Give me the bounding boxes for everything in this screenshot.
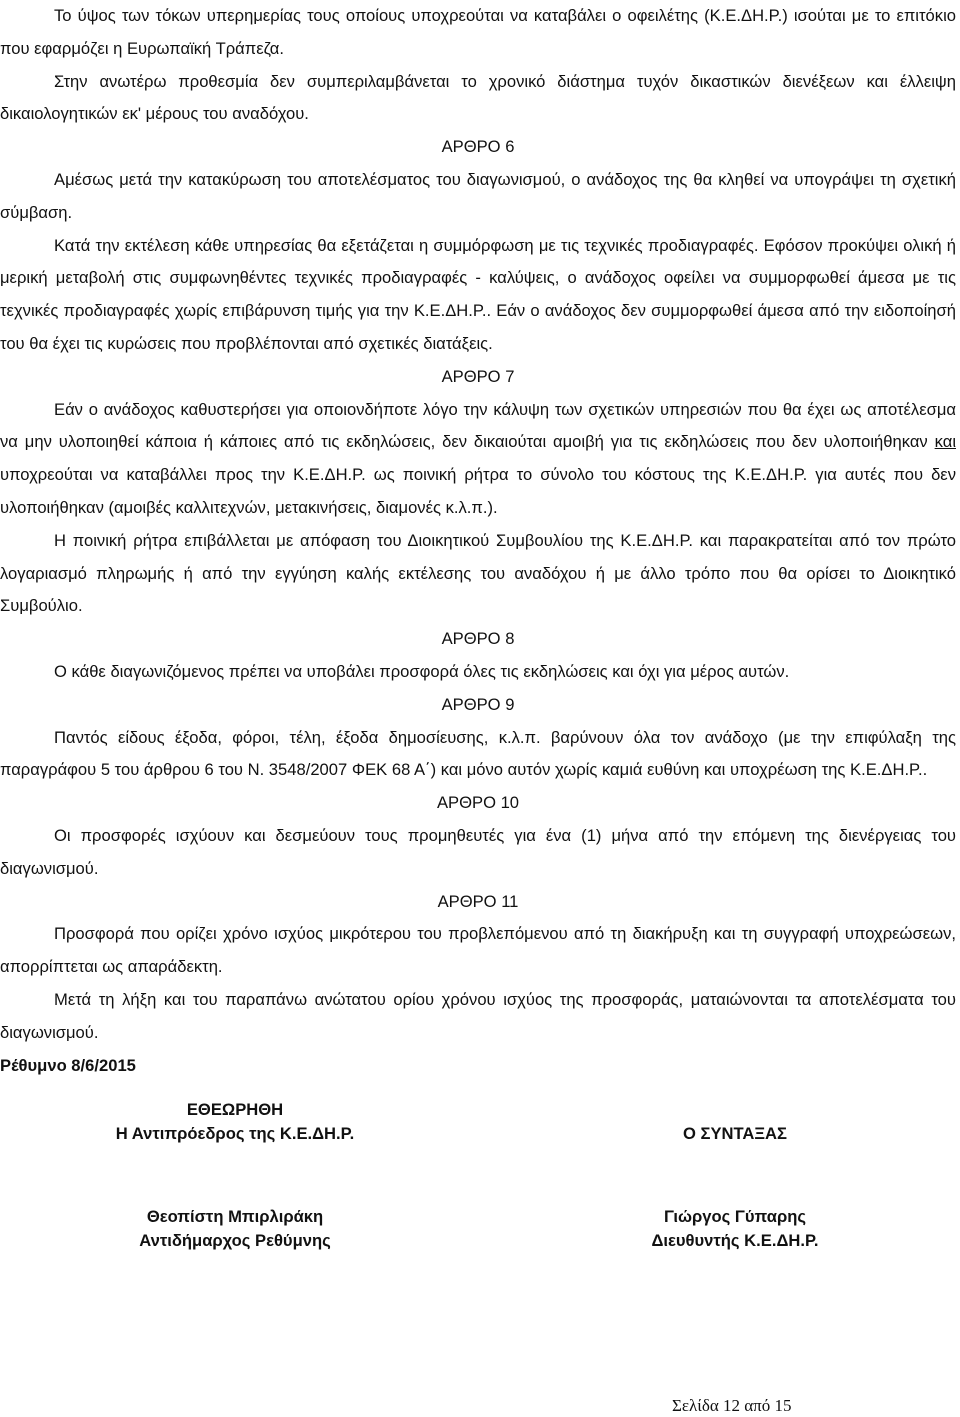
text-run: υποχρεούται να καταβάλλει προς την Κ.Ε.ΔΗ.Ρ. ως ποινική ρήτρα το σύνολο του κόστους της Κ.Ε.ΔΗ.Ρ. για αυτές που δεν υλοποιήθηκαν (αμοιβές καλλιτεχνών, μετακινήσεις, διαμονές κ.λ.π.). (0, 465, 956, 517)
paragraph: Προσφορά που ορίζει χρόνο ισχύος μικρότερου του προβλεπόμενου από τη διακήρυξη και τη συγγραφή υποχρεώσεων, απορρίπτεται ως απαράδεκτη. (0, 924, 956, 977)
article-heading-6: ΑΡΘΡΟ 6 (441, 137, 515, 157)
text-run: Εάν ο ανάδοχος καθυστερήσει για οποιονδήποτε λόγο την κάλυψη των σχετικών υπηρεσιών που θα έχει ως αποτέλεσμα να μην υλοποιηθεί κάποια ή κάποιες από τις εκδηλώσεις, δεν δικαιούται αμοιβή για τις εκδηλώσεις που δεν υλοποιήθηκαν (0, 399, 956, 452)
signer-right (600, 1205, 870, 1253)
signer-role: Διευθυντής Κ.Ε.ΔΗ.Ρ. (651, 1231, 819, 1250)
paragraph: Κατά την εκτέλεση κάθε υπηρεσίας θα εξετάζεται η συμμόρφωση με τις τεχνικές προδιαγραφές. Εφόσον προκύψει ολική ή μερική μεταβολή στις συμφωνηθέντες τεχνικές προδιαγραφές - καλύψεις, ο ανάδοχος οφείλει να συμμορφωθεί άμεσα με τις τεχνικές προδιαγραφές χωρίς επιβάρυνση τιμής για την Κ.Ε.ΔΗ.Ρ.. Εάν ο ανάδοχος δεν συμμορφωθεί άμεσα από την ειδοποίησή του θα έχει τις κυρώσεις που προβλέπονται από σχετικές διατάξεις. (0, 235, 956, 353)
paragraph: Το ύψος των τόκων υπερημερίας τους οποίους υποχρεούται να καταβάλει ο οφειλέτης (Κ.Ε.ΔΗ.Ρ.) ισούται με το επιτόκιο που εφαρμόζει η Ευρωπαϊκή Τράπεζα. (0, 6, 956, 58)
article-heading-10: ΑΡΘΡΟ 10 (436, 793, 520, 813)
approval-label: ΕΘΕΩΡΗΘΗ (186, 1100, 284, 1119)
paragraph: Ο κάθε διαγωνιζόμενος πρέπει να υποβάλει προσφορά όλες τις εκδηλώσεις και όχι για μέρος αυτών. (54, 661, 790, 681)
signature-block-right (600, 1122, 870, 1146)
paragraph: Οι προσφορές ισχύουν και δεσμεύουν τους προμηθευτές για ένα (1) μήνα από την επόμενη της διενέργειας του διαγωνισμού. (0, 825, 956, 878)
signer-name: Γιώργος Γύπαρης (663, 1207, 807, 1226)
signer-left (70, 1205, 400, 1253)
paragraph: Μετά τη λήξη και του παραπάνω ανώτατου ορίου χρόνου ισχύος της προσφοράς, ματαιώνονται τα αποτελέσματα του διαγωνισμού. (0, 989, 956, 1042)
paragraph: Στην ανωτέρω προθεσμία δεν συμπεριλαμβάνεται το χρονικό διάστημα τυχόν δικαστικών διενέξεων και έλλειψη δικαιολογητικών εκ' μέρους του αναδόχου. (0, 71, 956, 124)
article-heading-8: ΑΡΘΡΟ 8 (441, 629, 515, 649)
page-number: Σελίδα 12 από 15 (672, 1396, 792, 1415)
article-heading-9: ΑΡΘΡΟ 9 (441, 694, 515, 714)
paragraph (0, 394, 956, 525)
paragraph: Η ποινική ρήτρα επιβάλλεται με απόφαση του Διοικητικού Συμβουλίου της Κ.Ε.ΔΗ.Ρ. και παρακρατείται από τον πρώτο λογαριασμό πληρωμής ή από την εγγύηση καλής εκτέλεσης του αναδόχου ή με άλλο τρόπο που θα ορίσει το Διοικητικό Συμβούλιο. (0, 530, 956, 616)
paragraph: Παντός είδους έξοδα, φόροι, τέλη, έξοδα δημοσίευσης, κ.λ.π. βαρύνουν όλα τον ανάδοχο (με την επιφύλαξη της παραγράφου 5 του άρθρου 6 του Ν. 3548/2007 ΦΕΚ 68 Α΄) και μόνο αυτόν χωρίς καμιά ευθύνη και υποχρέωση της Κ.Ε.ΔΗ.Ρ.. (0, 727, 956, 780)
paragraph: Αμέσως μετά την κατακύρωση του αποτελέσματος του διαγωνισμού, ο ανάδοχος της θα κληθεί να υπογράψει τη σχετική σύμβαση. (0, 169, 956, 222)
signer-name: Θεοπίστη Μπιρλιράκη (146, 1207, 324, 1226)
article-heading-11: ΑΡΘΡΟ 11 (437, 891, 519, 911)
underlined-word: και (934, 432, 956, 452)
author-label: Ο ΣΥΝΤΑΞΑΣ (682, 1124, 788, 1143)
signer-title: Η Αντιπρόεδρος της Κ.Ε.ΔΗ.Ρ. (115, 1124, 355, 1143)
signature-block-left (70, 1098, 400, 1146)
document-date: Ρέθυμνο 8/6/2015 (0, 1055, 136, 1075)
article-heading-7: ΑΡΘΡΟ 7 (441, 366, 515, 386)
signer-role: Αντιδήμαρχος Ρεθύμνης (139, 1231, 331, 1250)
